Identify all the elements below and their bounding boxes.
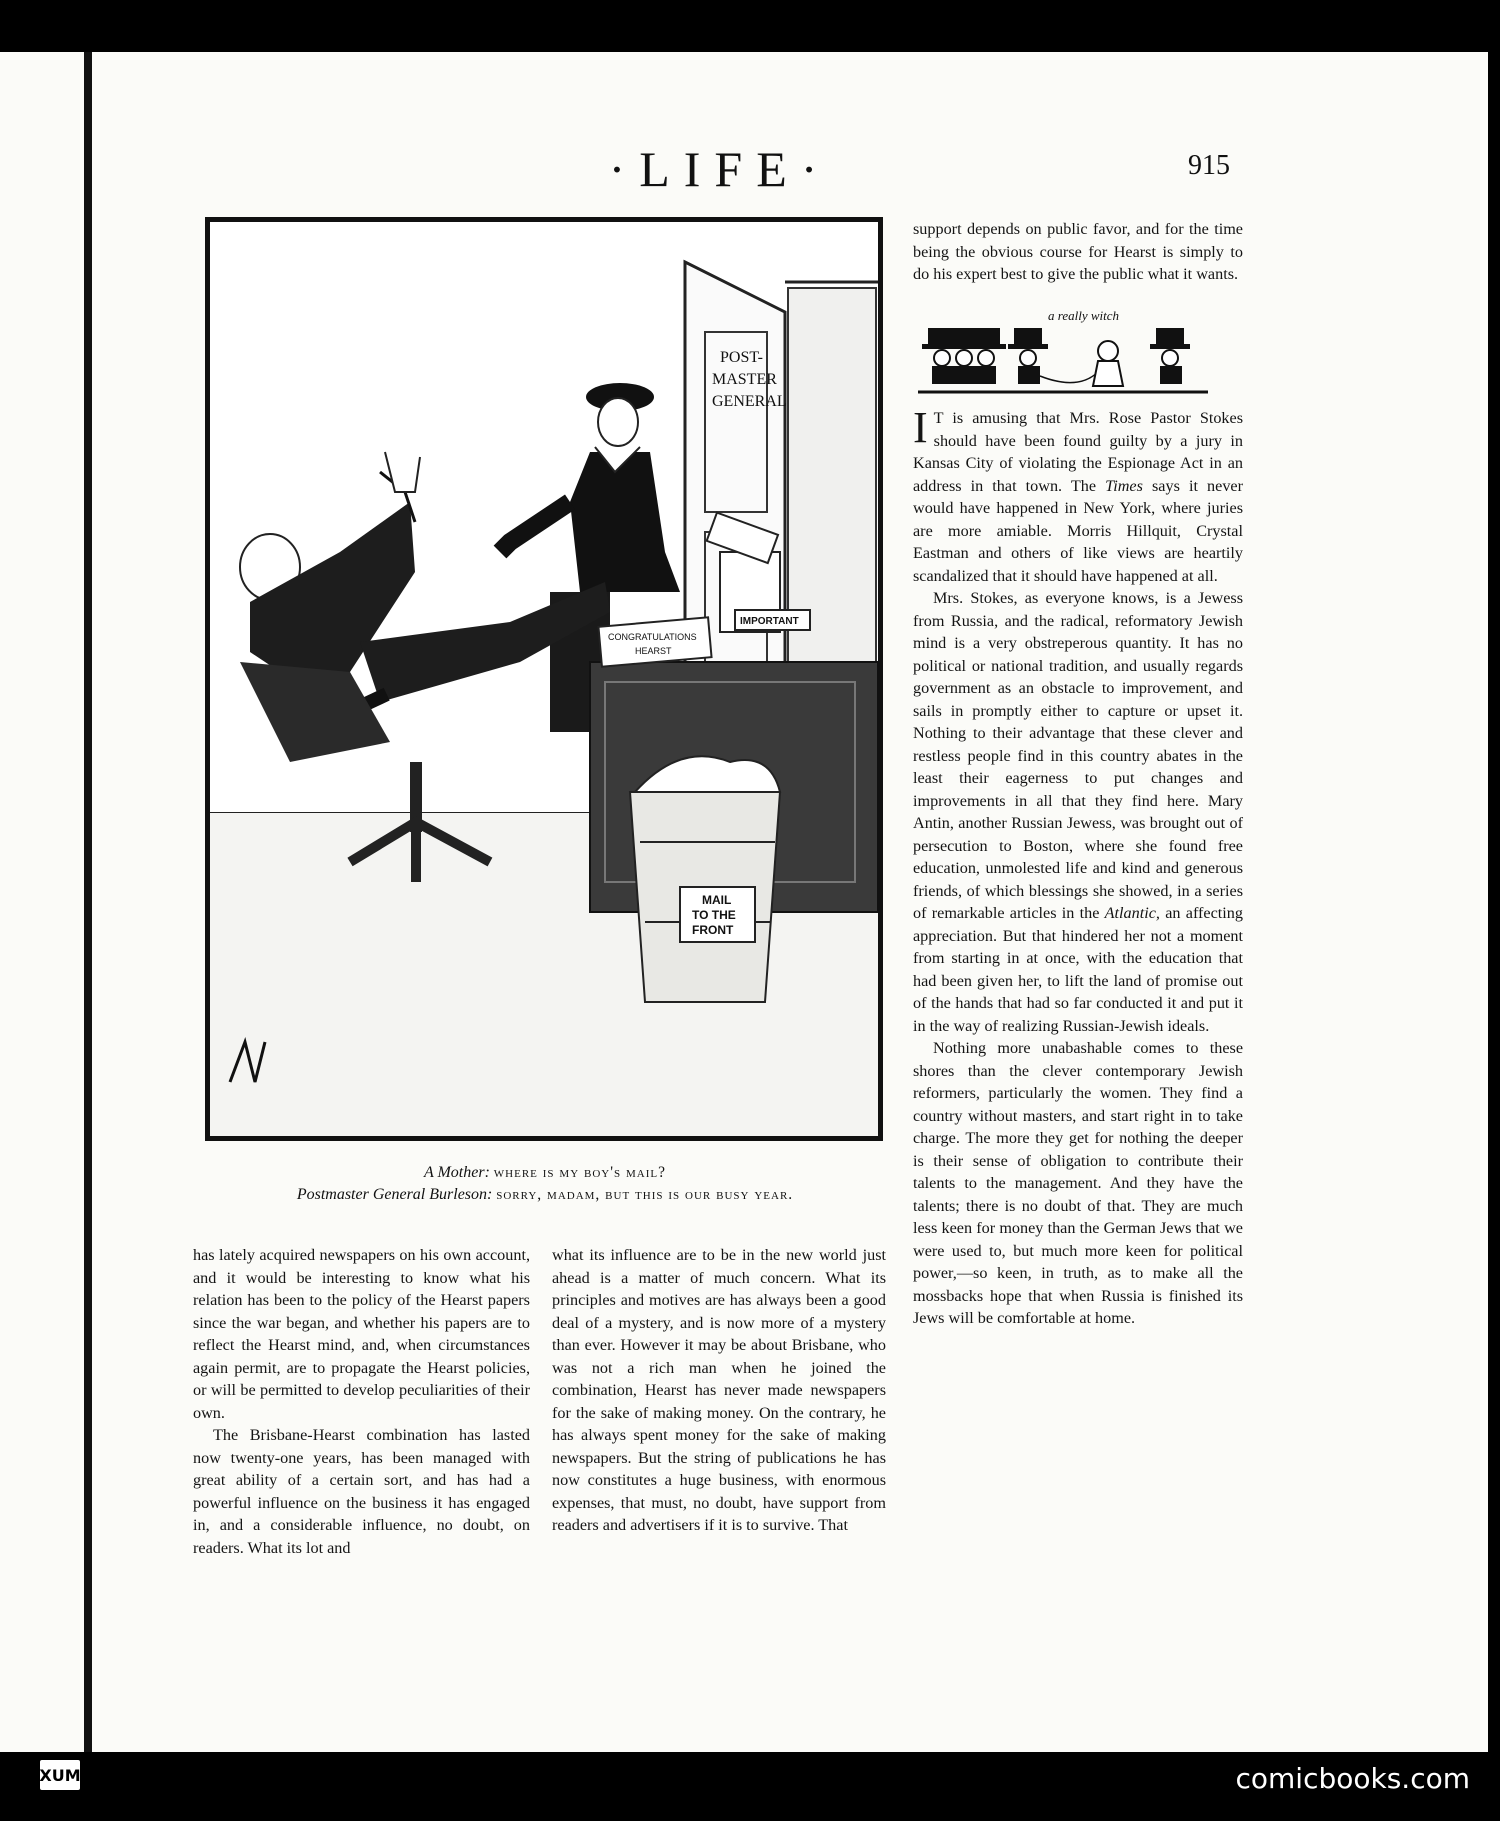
- paragraph-influence: what its influence are to be in the new world just ahead is a matter of much concern. What its principles and motives are has always been a good deal of a mystery, and is now more of a mystery than ever. However it may be about Brisbane, who was not a rich man when he joined the combination, Hearst has never made newspapers for the sake of making money. On the contrary, he has always spent money for the sake of making newspapers. But the string of publications he has now constitutes a huge business, with enormous expenses, that must, no doubt, have support from readers and advertisers if it is to survive. That: [552, 1246, 886, 1534]
- column-middle-bottom: [552, 1244, 886, 1537]
- column-right-main: [913, 403, 1243, 1330]
- paragraph-stokes-part-2: says it never would have happened in New York, where juries are more amiable. Morris Hillquit, Crystal Eastman and others of like views are heartily scandalized that it should have happened at all.: [913, 476, 1243, 585]
- cartoon-caption: [200, 1162, 890, 1206]
- corner-label: XUM: [40, 1760, 80, 1790]
- door-sign-line-1: POST-: [720, 349, 763, 366]
- desk-label-important: IMPORTANT: [740, 616, 799, 627]
- magazine-title: ·LIFE·: [608, 141, 832, 197]
- ornament-caption: a really witch: [1048, 308, 1120, 323]
- caption-speech-2: sorry, madam, but this is our busy year.: [496, 1186, 794, 1203]
- paragraph-reformers: Nothing more unabashable comes to these shores than the clever contemporary Jewish reformers, particularly the women. They find a country without masters, and start right in to take charge. The more they get for nothing the deeper is their sense of obligation to contribute their talents to the management. And they have the talents; there is no doubt of that. They are much less keen for money than the German Jews that we were used to, but much more keen for political power,—so keen, in truth, as to make all the mossbacks hope that when Russia is finished its Jews will be comfortable at home.: [913, 1039, 1243, 1327]
- caption-speech-1: where is my boy's mail?: [493, 1164, 667, 1181]
- paper-hearst: HEARST: [635, 646, 672, 656]
- paper-congratulations: CONGRATULATIONS: [608, 632, 697, 642]
- paragraph-jewess-part-2: an affecting appreciation. But that hindered her not a moment from starting in at once, with the education that had been given her, to lift the land of promise out of the hands that had so far conducted it and put it in the way of realizing Russian-Jewish ideals.: [913, 904, 1243, 1035]
- cartoon-illustration: [205, 217, 883, 1141]
- caption-line-2: [200, 1184, 890, 1206]
- cartoon-drawing: [210, 222, 878, 1136]
- column-right-top: [913, 218, 1243, 286]
- pilgrims-witch-icon: [918, 306, 1238, 398]
- paragraph-jewess: [913, 587, 1243, 1037]
- basket-label-line-1: MAIL: [702, 893, 732, 907]
- paragraph-stokes: [913, 403, 1243, 587]
- atlantic-italic: Atlantic,: [1104, 904, 1160, 922]
- paragraph-brisbane-hearst: The Brisbane-Hearst combination has lasted now twenty-one years, has been managed with great ability of a certain sort, and has had a powerful influence on the business it has engaged in, and a considerable influence, no doubt, on readers. What its lot and: [193, 1426, 530, 1557]
- paragraph-hearst-public: support depends on public favor, and for the time being the obvious course for Hearst is simply to do his expert best to give the public what it wants.: [913, 220, 1243, 283]
- times-italic: Times: [1105, 476, 1143, 495]
- page-number: 915: [1188, 150, 1230, 181]
- basket-label-line-3: FRONT: [692, 923, 734, 937]
- drop-cap: I: [913, 403, 928, 452]
- door-sign-line-3: GENERAL: [712, 393, 787, 410]
- site-watermark: comicbooks.com: [1235, 1762, 1470, 1795]
- caption-speaker-1: A Mother:: [423, 1164, 490, 1181]
- paragraph-stokes-part-1: T is amusing that Mrs. Rose Pastor Stokes should have been found guilty by a jury in Kansas City of violating the Espionage Act in an address in that town. The: [913, 409, 1243, 495]
- column-left-bottom: [193, 1244, 530, 1559]
- caption-speaker-2: Postmaster General Burleson:: [296, 1186, 493, 1203]
- paragraph-acquired-newspapers: has lately acquired newspapers on his own account, and it would be interesting to know what his relation has been to the policy of the Hearst papers since the war began, and whether his papers are to reflect the Hearst mind, and, when circumstances again permit, are to propagate the Hearst policies, or will be permitted to develop peculiarities of their own.: [193, 1246, 530, 1422]
- basket-label-line-2: TO THE: [692, 908, 736, 922]
- door-sign-line-2: MASTER: [712, 371, 777, 388]
- caption-line-1: [200, 1162, 890, 1184]
- page-gutter: [84, 52, 92, 1752]
- decorative-ornament: [918, 306, 1238, 398]
- paragraph-jewess-part-1: Mrs. Stokes, as everyone knows, is a Jewess from Russia, and the radical, reformatory Jewish mind is a very obstreperous quantity. It has no political or national tradition, and usually regards government as an obstacle to improvement, and sails in promptly either to capture or upset it. Nothing to their advantage that these clever and restless people find in this country abates in the least their eagerness to put changes and improvements in all that they find here. Mary Antin, another Russian Jewess, was brought out of persecution to Boston, where she found free education, unmolested life and kind and generous friends, of which blessings she showed, in a series of remarkable articles in the: [913, 589, 1243, 922]
